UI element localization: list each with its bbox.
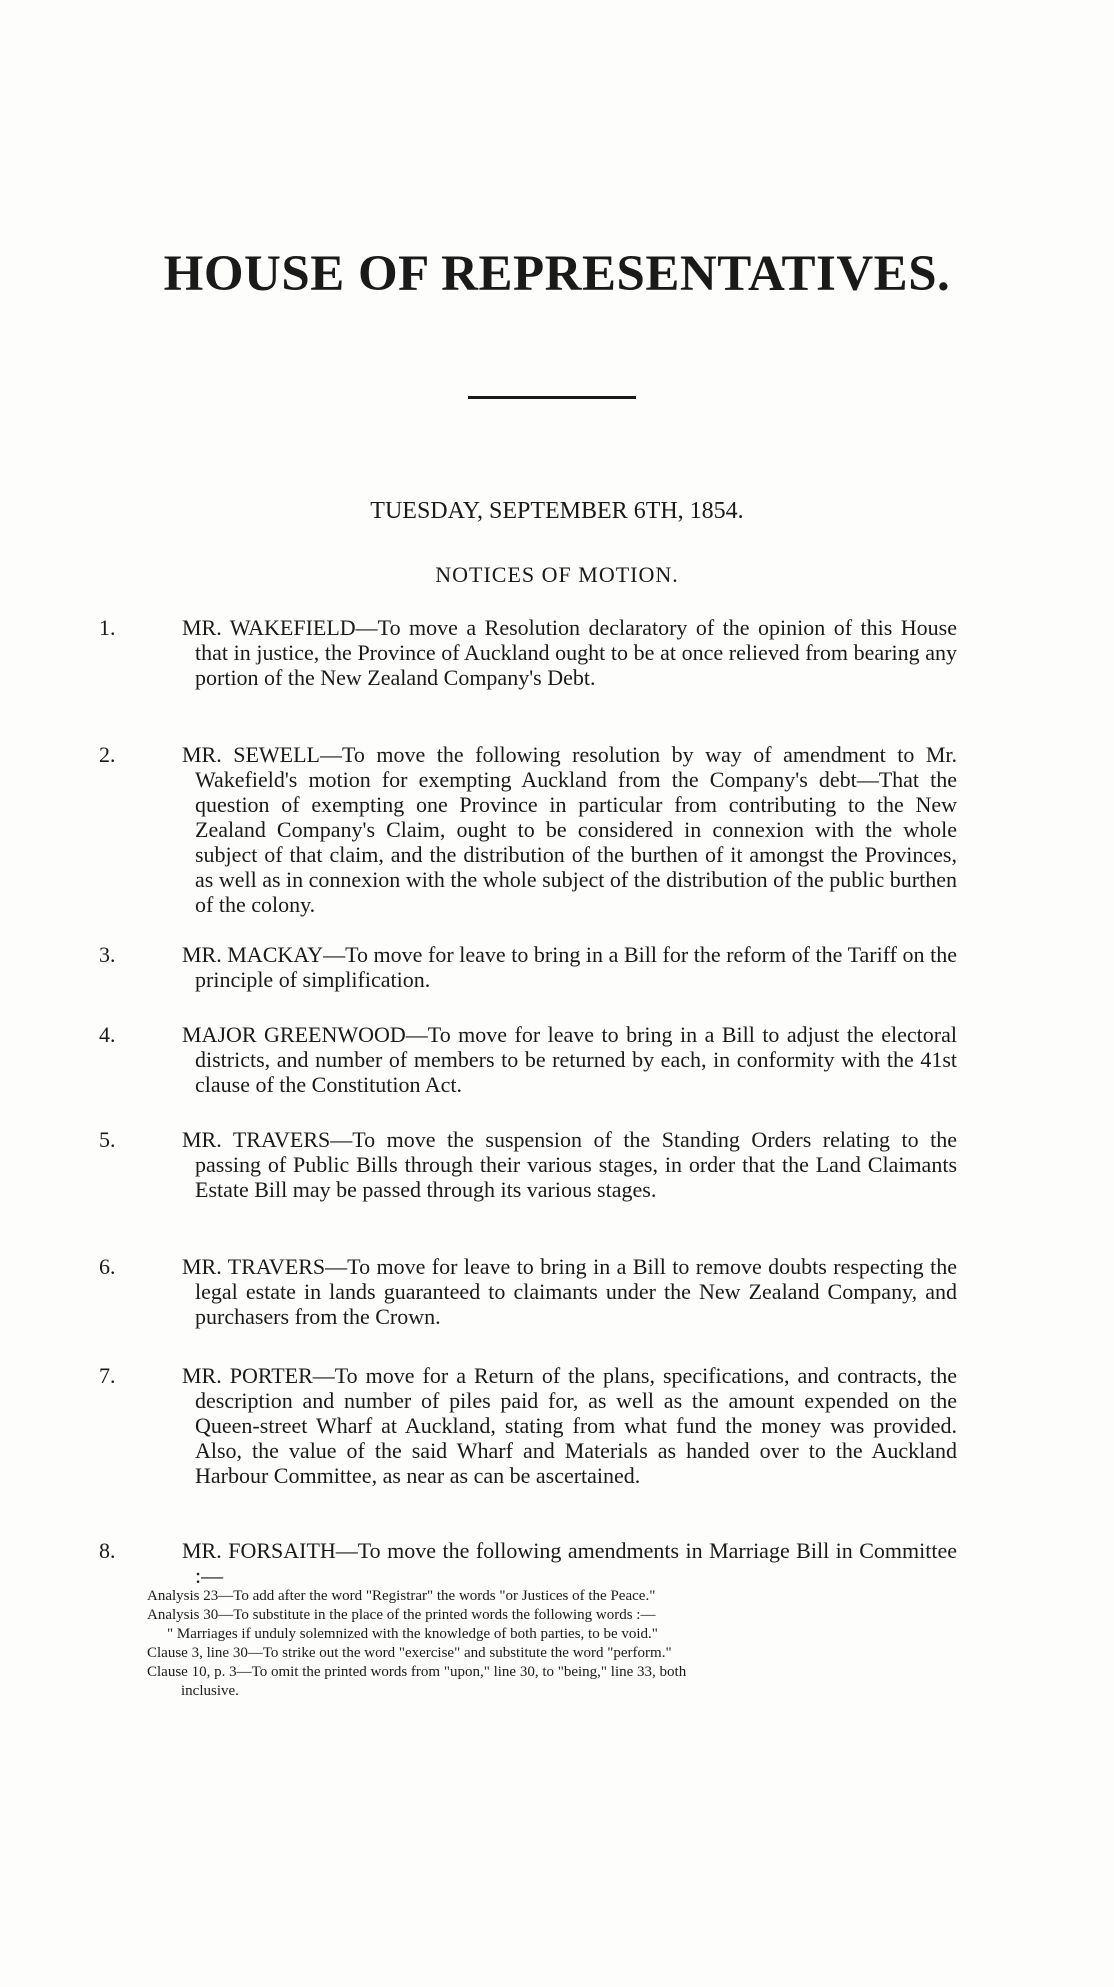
notice-text: MAJOR GREENWOOD—To move for leave to bring in a Bill to adjust the electoral districts, and number of members to be returned by each, in conformity with the 41st clause of the Constitution Act.	[182, 1022, 957, 1097]
amendment-line: Clause 3, line 30—To strike out the word "exercise" and substitute the word "perform."	[147, 1645, 672, 1661]
notice-number: 7.	[99, 1363, 116, 1388]
notice-item	[99, 1022, 957, 1097]
notice-text: MR. SEWELL—To move the following resolution by way of amendment to Mr. Wakefield's motion for exempting Auckland from the Company's debt—That the question of exempting one Province in particular from contributing to the New Zealand Company's Claim, ought to be considered in connexion with the whole subject of that claim, and the distribution of the burthen of it amongst the Provinces, as well as in connexion with the whole subject of the distribution of the public burthen of the colony.	[182, 742, 957, 917]
section-heading: NOTICES OF MOTION.	[435, 562, 679, 587]
session-date: TUESDAY, SEPTEMBER 6TH, 1854.	[370, 498, 744, 524]
notice-item	[99, 942, 957, 992]
notice-number: 3.	[99, 942, 116, 967]
notice-text: MR. PORTER—To move for a Return of the plans, specifications, and contracts, the description and number of piles paid for, as well as the amount expended on the Queen-street Wharf at Auckland, stating from what fund the money was provided. Also, the value of the said Wharf and Materials as handed over to the Auckland Harbour Committee, as near as can be ascertained.	[182, 1363, 957, 1488]
amendment-line: inclusive.	[181, 1683, 239, 1699]
notice-item	[99, 615, 957, 690]
amendment-line: Analysis 30—To substitute in the place of the printed words the following words :—	[147, 1607, 656, 1623]
notice-item	[99, 1363, 957, 1488]
page-title: HOUSE OF REPRESENTATIVES.	[163, 246, 951, 302]
notice-item	[99, 742, 957, 917]
notice-number: 4.	[99, 1022, 116, 1047]
notice-number: 5.	[99, 1127, 116, 1152]
amendment-line: " Marriages if unduly solemnized with the knowledge of both parties, to be void."	[167, 1626, 658, 1642]
notice-number: 2.	[99, 742, 116, 767]
notice-text: MR. TRAVERS—To move the suspension of the Standing Orders relating to the passing of Public Bills through their various stages, in order that the Land Claimants Estate Bill may be passed through its various stages.	[182, 1127, 957, 1202]
notice-item	[99, 1254, 957, 1329]
amendments-list	[147, 1587, 957, 1701]
notice-number: 6.	[99, 1254, 116, 1279]
notice-text: MR. TRAVERS—To move for leave to bring in a Bill to remove doubts respecting the legal estate in lands guaranteed to claimants under the New Zealand Company, and purchasers from the Crown.	[182, 1254, 957, 1329]
amendment-line: Analysis 23—To add after the word "Registrar" the words "or Justices of the Peace."	[147, 1588, 656, 1604]
notice-item	[99, 1538, 957, 1588]
notice-item	[99, 1127, 957, 1202]
notice-number: 8.	[99, 1538, 116, 1563]
amendment-line: Clause 10, p. 3—To omit the printed words from "upon," line 30, to "being," line 33, both	[147, 1664, 687, 1680]
notice-text: MR. WAKEFIELD—To move a Resolution declaratory of the opinion of this House that in justice, the Province of Auckland ought to be at once relieved from bearing any portion of the New Zealand Company's Debt.	[182, 615, 957, 690]
notice-number: 1.	[99, 615, 116, 640]
notice-text: MR. FORSAITH—To move the following amendments in Marriage Bill in Committee :—	[182, 1538, 957, 1588]
divider-rule	[468, 396, 636, 403]
notice-text: MR. MACKAY—To move for leave to bring in a Bill for the reform of the Tariff on the principle of simplification.	[182, 942, 957, 992]
